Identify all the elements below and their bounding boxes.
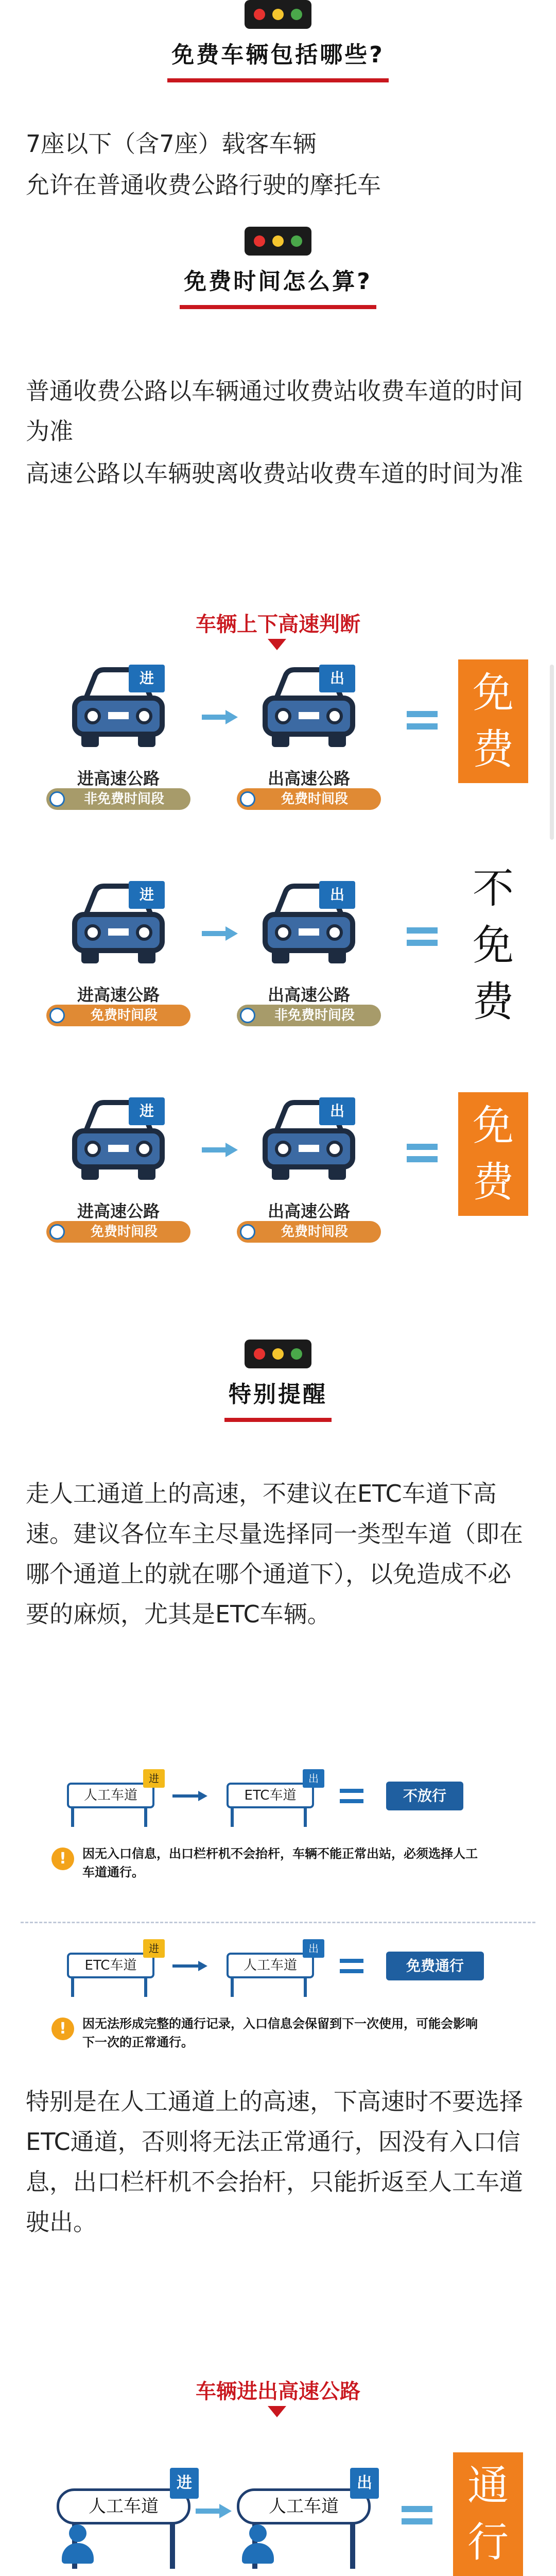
result-badge: 免费通行 [386, 1952, 484, 1980]
exit-badge: 出 [319, 1097, 355, 1125]
gate-label: 人工车道 [237, 2488, 371, 2524]
entry-badge: 进 [170, 2468, 199, 2499]
arrow-right-icon [202, 1143, 238, 1156]
gate-label: 人工车道 [57, 2488, 190, 2524]
equals-icon [407, 711, 438, 730]
gate-post [71, 1806, 74, 1827]
entry-time-pill [46, 1221, 190, 1243]
pill-text: 免费时间段 [90, 1008, 158, 1023]
verdict: 不免费 [473, 865, 514, 1026]
equals-icon [402, 2506, 432, 2524]
red-light-icon [254, 1348, 265, 1360]
car-icon [257, 1097, 360, 1195]
etc-caption: 车辆进出高速公路 [196, 2380, 360, 2403]
person-head [69, 2524, 86, 2542]
gate-post [144, 1806, 147, 1827]
arrow-right-icon [202, 710, 238, 723]
green-light-icon [291, 9, 302, 20]
time-line-1: 普通收费公路以车辆通过收费站收费车道的时间为准 [26, 377, 523, 445]
pill-text: 免费时间段 [281, 1224, 348, 1240]
green-light-icon [291, 1348, 302, 1360]
judge-row [0, 1097, 556, 1267]
entry-label: 进高速公路 [77, 985, 160, 1005]
pill-text: 非免费时间段 [274, 1008, 355, 1023]
gate-label: 人工车道 [227, 1953, 314, 1978]
caption-arrow-icon [268, 639, 286, 650]
traffic-light-icon [245, 0, 311, 29]
exit-time-pill [237, 1221, 381, 1243]
section-title: 免费时间怎么算? [180, 263, 376, 309]
traffic-light-icon [245, 1340, 311, 1368]
gate-icon [227, 1942, 329, 1989]
entry-badge: 进 [129, 881, 165, 909]
pill-text: 非免费时间段 [83, 791, 164, 807]
clock-icon [240, 791, 255, 807]
caption-arrow-icon [268, 2406, 286, 2417]
car-icon [67, 1097, 170, 1195]
exit-label: 出高速公路 [267, 769, 350, 788]
arrow-right-icon [196, 2504, 232, 2517]
gate-post [144, 1976, 147, 1997]
person-head [249, 2524, 267, 2542]
warning-text: 因无入口信息，出口栏杆机不会抬杆，车辆不能正常出站，必须选择人工车道通行。 [82, 1846, 478, 1879]
entry-time-pill [46, 1005, 190, 1026]
person-body [242, 2543, 274, 2564]
exit-time-pill [237, 788, 381, 810]
person-body [62, 2543, 94, 2564]
tips-paragraph-2: 特别是在人工通道上的高速，下高速时不要选择ETC通道，否则将无法正常通行，因没有入口信息，出口栏杆机不会抬杆，只能折返至人工车道驶出。 [26, 2088, 523, 2236]
time-line-2: 高速公路以车辆驶离收费站收费车道的时间为准 [26, 460, 523, 487]
verdict: 免费 [458, 659, 528, 783]
pill-text: 免费时间段 [90, 1224, 158, 1240]
gate-label: 人工车道 [67, 1783, 154, 1808]
gate-post [304, 1976, 307, 1997]
entry-badge: 进 [129, 1097, 165, 1125]
arrow-right-icon [172, 1961, 208, 1971]
tips-paragraph-1: 走人工通道上的高速，不建议在ETC车道下高速。建议各位车主尽量选择同一类型车道（即在哪个通道上的就在哪个通道下），以免造成不必要的麻烦，尤其是ETC车辆。 [26, 1480, 523, 1628]
red-light-icon [254, 9, 265, 20]
pill-text: 免费时间段 [281, 791, 348, 807]
entry-badge: 进 [129, 665, 165, 692]
car-icon [67, 881, 170, 979]
judge-row [0, 665, 556, 835]
section-title: 免费车辆包括哪些? [167, 36, 389, 82]
warning-icon: ! [51, 2018, 74, 2040]
vehicle-line-1: 7座以下（含7座）载客车辆 [26, 130, 317, 158]
car-icon [257, 665, 360, 762]
gate-label: ETC车道 [227, 1783, 314, 1808]
gate-icon [227, 1772, 329, 1819]
etc-row [0, 2452, 556, 2576]
exit-time-pill [237, 1005, 381, 1026]
yellow-light-icon [272, 9, 284, 20]
vehicle-line-2: 允许在普通收费公路行驶的摩托车 [26, 171, 381, 199]
clock-icon [49, 1008, 65, 1023]
equals-icon [340, 1959, 363, 1973]
exit-badge: 出 [303, 1769, 324, 1788]
section-header-vehicles [0, 0, 556, 82]
person-icon [60, 2524, 96, 2566]
gate-icon [67, 1772, 170, 1819]
entry-label: 进高速公路 [77, 769, 160, 788]
warning-text: 因无法形成完整的通行记录，入口信息会保留到下一次使用，可能会影响下一次的正常通行。 [82, 2016, 478, 2049]
section-header-time [0, 227, 556, 309]
diagram-caption: 车辆上下高速判断 [196, 613, 360, 636]
exit-badge: 出 [319, 665, 355, 692]
clock-icon [49, 791, 65, 807]
section-header-tips [0, 1340, 556, 1422]
exit-badge: 出 [303, 1939, 324, 1958]
exit-badge: 出 [319, 881, 355, 909]
verdict: 免费 [458, 1092, 528, 1216]
judge-row [0, 865, 556, 1051]
gate-post [231, 1806, 234, 1827]
equals-icon [340, 1789, 363, 1803]
gate-post [231, 1976, 234, 1997]
exit-badge: 出 [350, 2468, 379, 2499]
gate-icon [237, 2463, 391, 2576]
arrow-right-icon [172, 1791, 208, 1801]
car-icon [257, 881, 360, 979]
gate-icon [67, 1942, 170, 1989]
traffic-light-icon [245, 227, 311, 256]
gate-label: ETC车道 [67, 1953, 154, 1978]
exit-label: 出高速公路 [267, 1201, 350, 1221]
entry-badge: 进 [143, 1769, 165, 1788]
gate-post [304, 1806, 307, 1827]
gate-icon [57, 2463, 211, 2576]
entry-label: 进高速公路 [77, 1201, 160, 1221]
gate-post [170, 2522, 175, 2569]
clock-icon [49, 1224, 65, 1240]
exit-label: 出高速公路 [267, 985, 350, 1005]
warning-icon: ! [51, 1848, 74, 1870]
clock-icon [240, 1008, 255, 1023]
gate-post [71, 1976, 74, 1997]
section-title: 特别提醒 [224, 1376, 332, 1422]
result-badge: 不放行 [386, 1782, 463, 1810]
green-light-icon [291, 235, 302, 247]
equals-icon [407, 1144, 438, 1162]
lane-diagram [31, 1767, 525, 1911]
yellow-light-icon [272, 1348, 284, 1360]
lane-diagram [31, 1937, 525, 2081]
arrow-right-icon [202, 926, 238, 940]
entry-time-pill [46, 788, 190, 810]
red-light-icon [254, 235, 265, 247]
car-icon [67, 665, 170, 762]
person-icon [240, 2524, 276, 2566]
yellow-light-icon [272, 235, 284, 247]
entry-badge: 进 [143, 1939, 165, 1958]
clock-icon [240, 1224, 255, 1240]
gate-post [350, 2522, 355, 2569]
equals-icon [407, 927, 438, 946]
verdict: 通行 [453, 2452, 523, 2576]
divider [21, 1922, 535, 1923]
